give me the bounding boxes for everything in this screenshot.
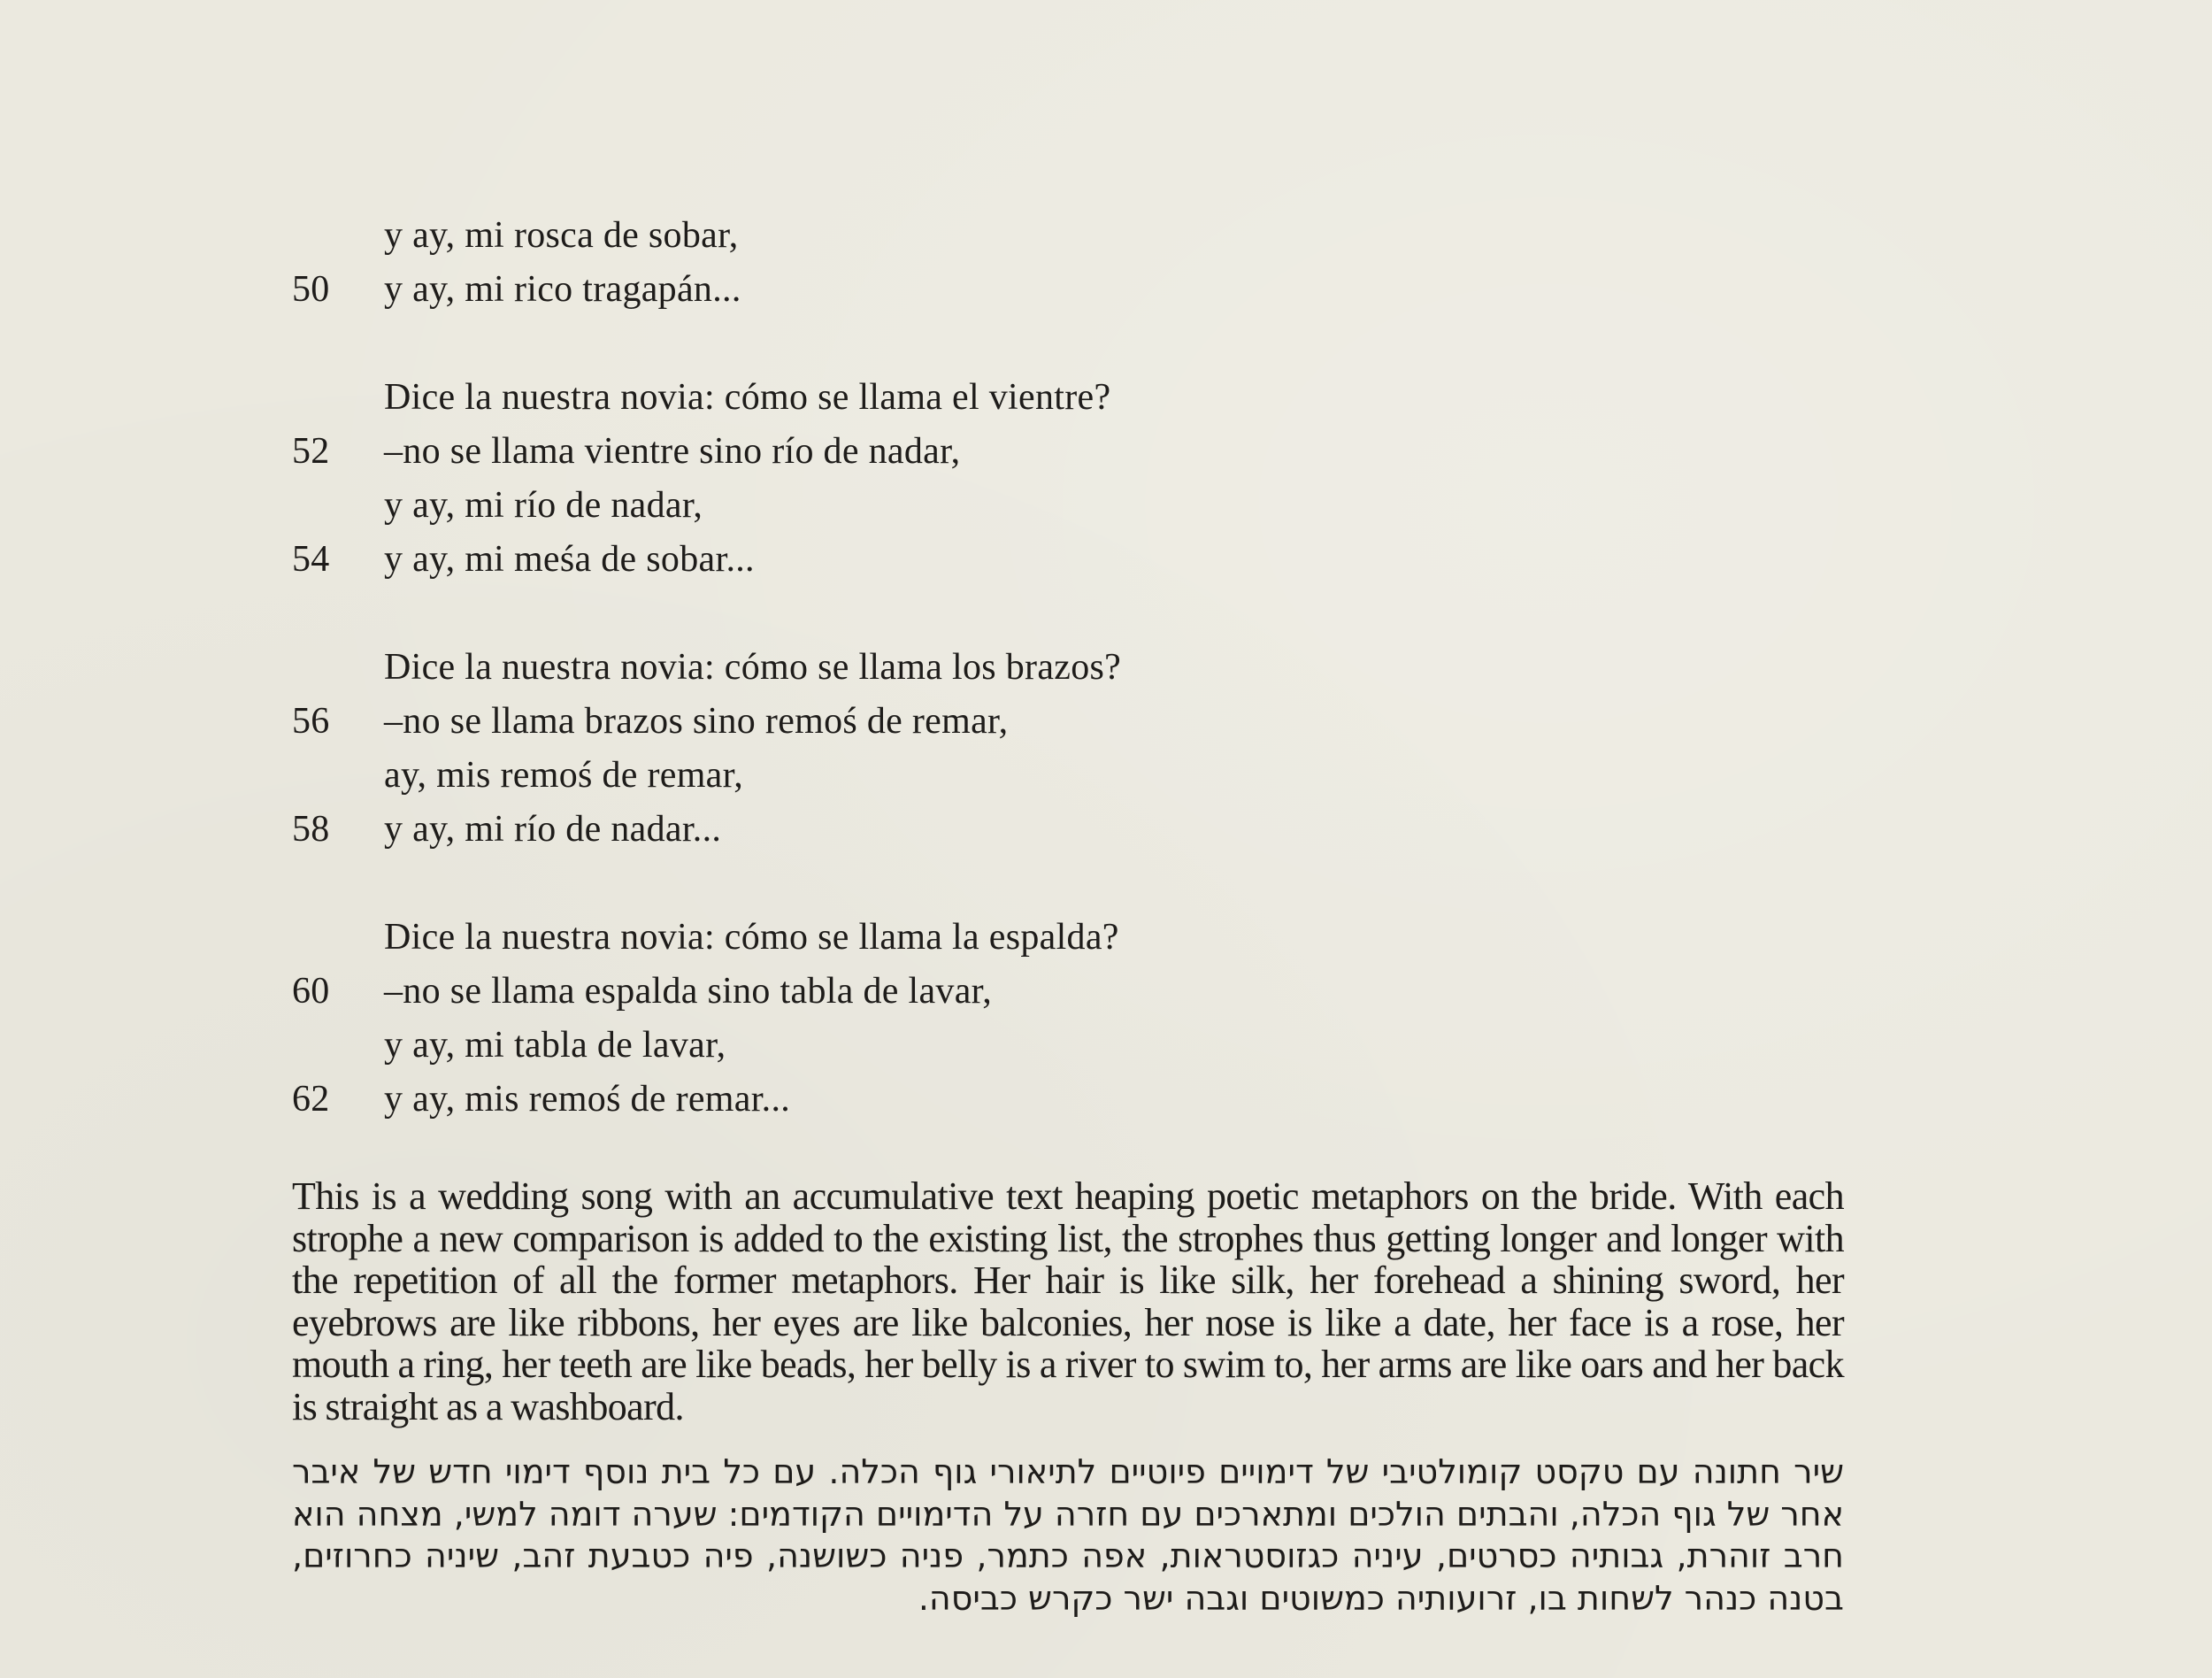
english-commentary: This is a wedding song with an accumulative text heaping poetic metaphors on the bride. With each strophe a new comparison is added to the existing list, the strophes thus getting longer and longer with the repetition of all the former metaphors. Her hair is like silk, her forehead a shining sword, her eyebrows are like ribbons, her eyes are like balconies, her nose is like a date, her face is a rose, her mouth a ring, her teeth are like beads, her belly is a river to swim to, her arms are like oars and her back is straight as a washboard. bbox=[292, 1174, 1844, 1428]
line-text: y ay, mi meśa de sobar... bbox=[384, 539, 755, 580]
line-number: 62 bbox=[292, 1079, 330, 1120]
verse-line bbox=[292, 371, 1531, 425]
verse-line bbox=[292, 209, 1531, 263]
line-number: 56 bbox=[292, 701, 330, 742]
hebrew-commentary: שיר חתונה עם טקסט קומולטיבי של דימויים פיוטיים לתיאורי גוף הכלה. עם כל בית נוסף דימוי חדש של איבר אחר של גוף הכלה, והבתים הולכים ומתארכים עם חזרה על הדימויים הקודמים: שערה דומה למשי, מצחה הוא חרב זוהרת, גבותיה כסרטים, עיניה כגזוסטראות, אפה כתמר, פניה כשושנה, פיה כטבעת זהב, שיניה כחרוזים, בטנה כנהר לשחות בו, זרועותיה כמשוטים וגבה ישר כקרש כביסה. bbox=[292, 1452, 1844, 1618]
line-text: y ay, mi rico tragapán... bbox=[384, 269, 741, 310]
line-number: 52 bbox=[292, 431, 330, 472]
verse-line bbox=[292, 911, 1531, 965]
verse-line bbox=[292, 749, 1531, 803]
line-text: y ay, mis remoś de remar... bbox=[384, 1079, 791, 1120]
line-text: Dice la nuestra novia: cómo se llama el vientre? bbox=[384, 377, 1111, 418]
verse-line bbox=[292, 263, 1531, 317]
stanza bbox=[292, 209, 1531, 317]
verse-line bbox=[292, 479, 1531, 533]
line-text: Dice la nuestra novia: cómo se llama la espalda? bbox=[384, 917, 1119, 958]
line-text: y ay, mi tabla de lavar, bbox=[384, 1025, 726, 1066]
verse-line bbox=[292, 533, 1531, 587]
line-text: y ay, mi río de nadar... bbox=[384, 809, 722, 850]
line-text: –no se llama vientre sino río de nadar, bbox=[384, 431, 961, 472]
line-number: 60 bbox=[292, 971, 330, 1012]
verse-line bbox=[292, 1019, 1531, 1073]
verse-line bbox=[292, 641, 1531, 695]
verse-line bbox=[292, 803, 1531, 857]
verse-line bbox=[292, 695, 1531, 749]
line-text: y ay, mi río de nadar, bbox=[384, 485, 703, 526]
line-text: –no se llama brazos sino remoś de remar, bbox=[384, 701, 1009, 742]
stanza bbox=[292, 641, 1531, 857]
line-number: 58 bbox=[292, 809, 330, 850]
verse-line bbox=[292, 1073, 1531, 1127]
stanza bbox=[292, 911, 1531, 1127]
line-text: ay, mis remoś de remar, bbox=[384, 755, 744, 796]
line-text: Dice la nuestra novia: cómo se llama los brazos? bbox=[384, 647, 1122, 688]
line-text: y ay, mi rosca de sobar, bbox=[384, 215, 739, 256]
poem-verses bbox=[292, 209, 1531, 1127]
verse-line bbox=[292, 425, 1531, 479]
verse-line bbox=[292, 965, 1531, 1019]
stanza bbox=[292, 371, 1531, 587]
line-number: 54 bbox=[292, 539, 330, 580]
line-text: –no se llama espalda sino tabla de lavar, bbox=[384, 971, 993, 1012]
line-number: 50 bbox=[292, 269, 330, 310]
